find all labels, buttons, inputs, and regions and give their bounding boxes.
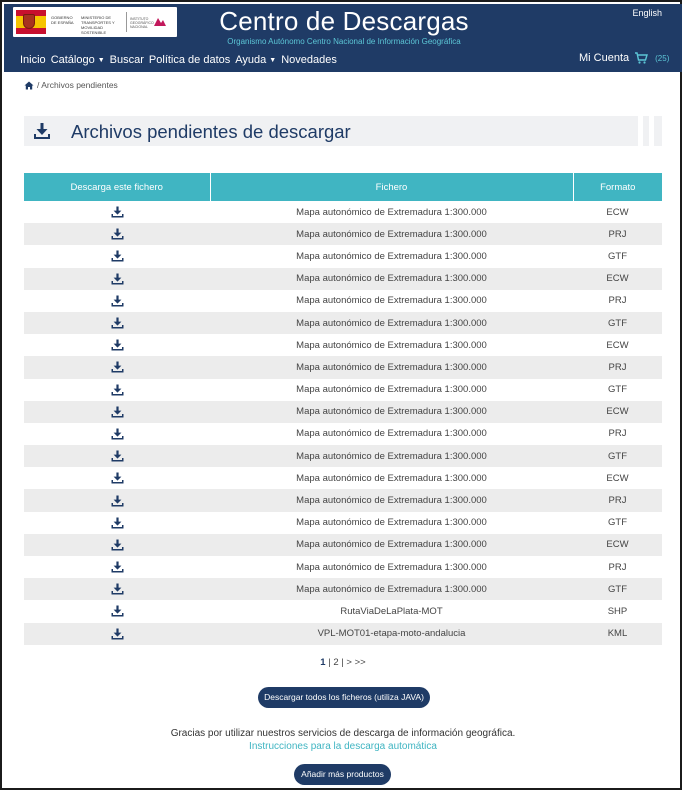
table-row: [24, 489, 662, 511]
nav-politica-datos[interactable]: [149, 53, 230, 68]
file-name-cell: VPL-MOT01-etapa-moto-andalucia: [210, 623, 573, 645]
nav-novedades[interactable]: [281, 53, 337, 68]
download-cell[interactable]: [24, 489, 210, 511]
table-row: [24, 467, 662, 489]
account-menu[interactable]: [579, 51, 669, 65]
format-cell: GTF: [573, 578, 662, 600]
download-cell[interactable]: [24, 534, 210, 556]
format-cell: GTF: [573, 512, 662, 534]
format-cell: PRJ: [573, 489, 662, 511]
file-name-cell: Mapa autonómico de Extremadura 1:300.000: [210, 556, 573, 578]
format-cell: ECW: [573, 268, 662, 290]
caret-down-icon: ▼: [269, 57, 277, 64]
ign-logo-icon: [153, 16, 167, 28]
thanks-text: Gracias por utilizar nuestros servicios de descarga de información geográfica.: [170, 728, 516, 739]
gov-logo-text: GOBIERNO DE ESPAÑA: [51, 15, 74, 25]
file-name-cell: RutaViaDeLaPlata-MOT: [210, 600, 573, 622]
file-name-cell: Mapa autonómico de Extremadura 1:300.000: [210, 467, 573, 489]
table-row: [24, 334, 662, 356]
download-cell[interactable]: [24, 379, 210, 401]
download-icon[interactable]: [111, 295, 124, 307]
download-icon[interactable]: [111, 561, 124, 573]
file-name-cell: Mapa autonómico de Extremadura 1:300.000: [210, 489, 573, 511]
format-cell: ECW: [573, 467, 662, 489]
nav-inicio[interactable]: [20, 53, 46, 68]
format-cell: ECW: [573, 401, 662, 423]
format-cell: GTF: [573, 445, 662, 467]
download-icon: [33, 122, 51, 140]
table-row: [24, 245, 662, 267]
last-page-link[interactable]: >>: [354, 657, 366, 668]
table-header-row: [24, 173, 662, 201]
page-separator: |: [341, 657, 344, 668]
page-title: Archivos pendientes de descargar: [71, 121, 351, 142]
file-name-cell: Mapa autonómico de Extremadura 1:300.000: [210, 379, 573, 401]
format-cell: SHP: [573, 600, 662, 622]
download-icon[interactable]: [111, 450, 124, 462]
page-header: [24, 116, 638, 146]
table-row: [24, 268, 662, 290]
site-subtitle: Organismo Autónomo Centro Nacional de Información Geográfica: [227, 37, 461, 46]
table-row: [24, 201, 662, 223]
logo-divider: [126, 12, 127, 32]
nav-buscar-label: Buscar: [109, 54, 144, 66]
nav-inicio-label: Inicio: [20, 54, 46, 66]
file-name-cell: Mapa autonómico de Extremadura 1:300.000: [210, 401, 573, 423]
column-header-format: Formato: [573, 173, 662, 201]
nav-buscar[interactable]: [110, 53, 144, 68]
nav-catalogo-label: Catálogo: [50, 54, 95, 66]
format-cell: PRJ: [573, 223, 662, 245]
nav-ayuda[interactable]: [235, 53, 276, 68]
nav-ayuda-label: Ayuda: [235, 54, 267, 66]
table-row: [24, 290, 662, 312]
next-page-link[interactable]: >: [346, 657, 352, 668]
language-link[interactable]: English: [632, 8, 662, 18]
format-cell: ECW: [573, 534, 662, 556]
download-icon[interactable]: [111, 273, 124, 285]
download-cell[interactable]: [24, 201, 210, 223]
table-row: [24, 534, 662, 556]
format-cell: GTF: [573, 312, 662, 334]
table-row: [24, 623, 662, 645]
file-name-cell: Mapa autonómico de Extremadura 1:300.000: [210, 423, 573, 445]
download-cell[interactable]: [24, 290, 210, 312]
nav-catalogo[interactable]: [51, 53, 105, 68]
nav-politica-label: Política de datos: [148, 54, 231, 66]
file-name-cell: Mapa autonómico de Extremadura 1:300.000: [210, 334, 573, 356]
download-icon[interactable]: [111, 339, 124, 351]
nav-novedades-label: Novedades: [281, 54, 337, 66]
file-name-cell: Mapa autonómico de Extremadura 1:300.000: [210, 578, 573, 600]
add-more-products-button[interactable]: Añadir más productos: [294, 764, 391, 785]
download-icon[interactable]: [111, 228, 124, 240]
format-cell: GTF: [573, 245, 662, 267]
page-1-link[interactable]: 1: [320, 657, 326, 668]
download-cell[interactable]: [24, 334, 210, 356]
page-2-link[interactable]: 2: [333, 657, 339, 668]
account-label: Mi Cuenta: [579, 52, 630, 64]
download-cell[interactable]: [24, 600, 210, 622]
table-row: [24, 445, 662, 467]
download-icon[interactable]: [111, 495, 124, 507]
download-cell[interactable]: [24, 623, 210, 645]
download-cell[interactable]: [24, 578, 210, 600]
download-icon[interactable]: [111, 472, 124, 484]
pending-files-table: [24, 173, 662, 645]
download-cell[interactable]: [24, 556, 210, 578]
file-name-cell: Mapa autonómico de Extremadura 1:300.000: [210, 534, 573, 556]
download-all-button[interactable]: Descargar todos los ficheros (utiliza JAVA): [258, 687, 430, 708]
file-name-cell: Mapa autonómico de Extremadura 1:300.000: [210, 512, 573, 534]
download-cell[interactable]: [24, 512, 210, 534]
table-row: [24, 356, 662, 378]
format-cell: PRJ: [573, 290, 662, 312]
table-row: [24, 379, 662, 401]
download-cell[interactable]: [24, 423, 210, 445]
table-row: [24, 578, 662, 600]
coat-of-arms-icon: [23, 14, 35, 29]
page-separator: |: [328, 657, 331, 668]
site-title: Centro de Descargas: [219, 6, 469, 36]
breadcrumb-current: / Archivos pendientes: [37, 80, 118, 90]
table-body: [24, 201, 662, 645]
download-cell[interactable]: [24, 268, 210, 290]
download-cell[interactable]: [24, 467, 210, 489]
file-name-cell: Mapa autonómico de Extremadura 1:300.000: [210, 245, 573, 267]
caret-down-icon: ▼: [97, 57, 105, 64]
download-icon[interactable]: [111, 428, 124, 440]
table-row: [24, 312, 662, 334]
format-cell: PRJ: [573, 423, 662, 445]
download-icon[interactable]: [111, 628, 124, 640]
cart-count-badge[interactable]: (25): [655, 53, 670, 63]
ministry-logo-text: MINISTERIO DE TRANSPORTES Y MOVILIDAD SOSTENIBLE: [81, 15, 115, 35]
file-name-cell: Mapa autonómico de Extremadura 1:300.000: [210, 268, 573, 290]
header-decoration: [643, 116, 649, 146]
format-cell: PRJ: [573, 356, 662, 378]
format-cell: ECW: [573, 334, 662, 356]
table-row: [24, 600, 662, 622]
download-cell[interactable]: [24, 312, 210, 334]
table-row: [24, 223, 662, 245]
download-cell[interactable]: [24, 401, 210, 423]
ign-logo-text: INSTITUTO GEOGRÁFICO NACIONAL: [130, 17, 154, 29]
format-cell: KML: [573, 623, 662, 645]
download-cell[interactable]: [24, 445, 210, 467]
download-icon[interactable]: [111, 605, 124, 617]
site-header: [4, 4, 682, 48]
header-decoration: [654, 116, 662, 146]
download-icon[interactable]: [111, 206, 124, 218]
column-header-file: Fichero: [210, 173, 573, 201]
format-cell: PRJ: [573, 556, 662, 578]
table-row: [24, 512, 662, 534]
pagination: [2, 657, 682, 668]
download-icon[interactable]: [111, 384, 124, 396]
table-row: [24, 423, 662, 445]
cart-icon[interactable]: [634, 51, 648, 65]
download-icon[interactable]: [111, 539, 124, 551]
download-icon[interactable]: [111, 583, 124, 595]
table-row: [24, 401, 662, 423]
breadcrumb: [24, 80, 118, 90]
main-nav: [4, 48, 682, 72]
government-logo[interactable]: [13, 7, 177, 37]
format-cell: GTF: [573, 379, 662, 401]
download-cell[interactable]: [24, 245, 210, 267]
file-name-cell: Mapa autonómico de Extremadura 1:300.000: [210, 445, 573, 467]
download-icon[interactable]: [111, 406, 124, 418]
column-header-download: Descarga este fichero: [24, 173, 210, 201]
table-row: [24, 556, 662, 578]
home-icon[interactable]: [24, 81, 34, 90]
download-icon[interactable]: [111, 317, 124, 329]
format-cell: ECW: [573, 201, 662, 223]
file-name-cell: Mapa autonómico de Extremadura 1:300.000: [210, 201, 573, 223]
download-icon[interactable]: [111, 361, 124, 373]
file-name-cell: Mapa autonómico de Extremadura 1:300.000: [210, 290, 573, 312]
download-icon[interactable]: [111, 517, 124, 529]
file-name-cell: Mapa autonómico de Extremadura 1:300.000: [210, 312, 573, 334]
instructions-link[interactable]: Instrucciones para la descarga automática: [249, 741, 437, 752]
download-icon[interactable]: [111, 250, 124, 262]
download-cell[interactable]: [24, 356, 210, 378]
download-cell[interactable]: [24, 223, 210, 245]
file-name-cell: Mapa autonómico de Extremadura 1:300.000: [210, 223, 573, 245]
file-name-cell: Mapa autonómico de Extremadura 1:300.000: [210, 356, 573, 378]
